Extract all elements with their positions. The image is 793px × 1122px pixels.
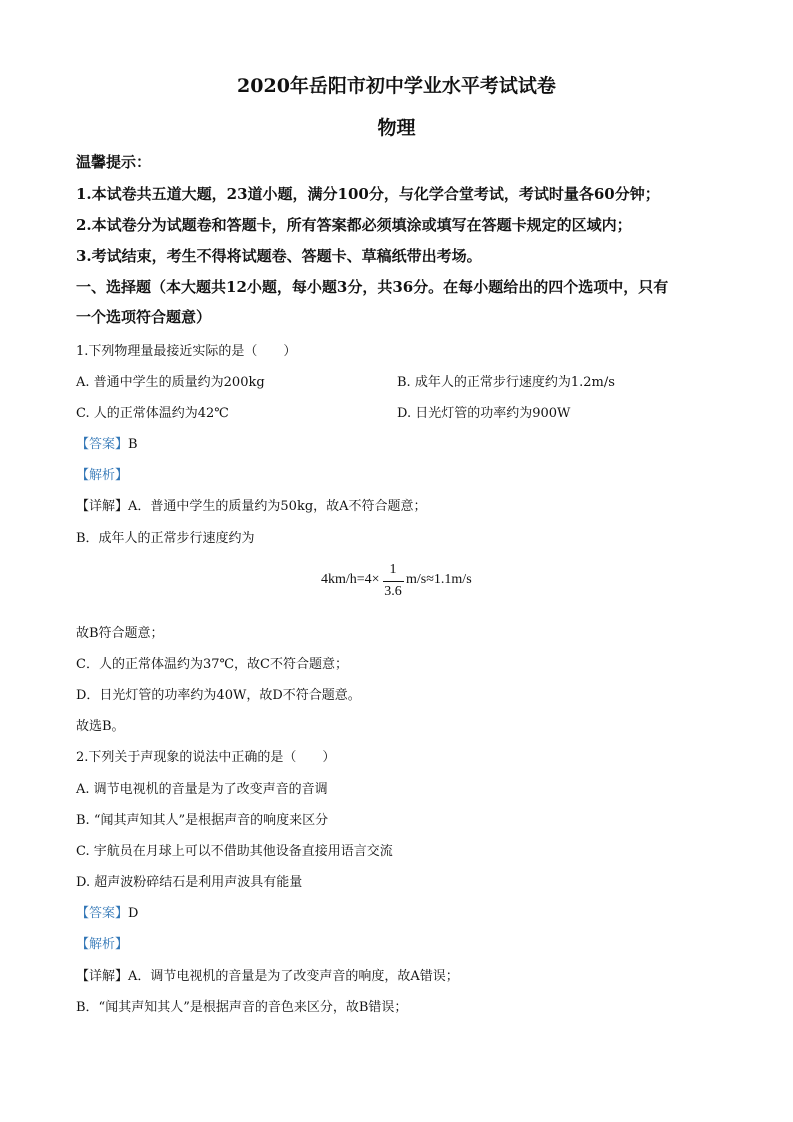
tip-item-1: 1.本试卷共五道大题，23道小题，满分100分，与化学合堂考试，考试时量各60分钟； (76, 185, 660, 203)
section-heading-line2: 一个选项符合题意） (76, 308, 212, 326)
formula-right: m/s≈1.1m/s (406, 572, 472, 587)
q1-detail-a-line (76, 495, 427, 514)
q1-answer-value: B (128, 437, 138, 452)
q2-analysis-tag: 【解析】 (76, 937, 129, 952)
q1-detail-tag: 【详解】 (76, 499, 129, 514)
q2-option-c: C. 宇航员在月球上可以不借助其他设备直接用语言交流 (76, 844, 393, 859)
q1-stem: 1.下列物理量最接近实际的是（ ） (76, 344, 297, 359)
formula-numerator: 1 (389, 562, 397, 577)
q1-detail-a: A．普通中学生的质量约为50kg，故A不符合题意； (128, 499, 427, 514)
tips-heading: 温馨提示： (76, 153, 152, 171)
q1-detail-d: D．日光灯管的功率约为40W，故D不符合题意。 (76, 688, 361, 703)
q2-answer-value: D (128, 906, 139, 921)
q1-detail-b: B．成年人的正常步行速度约为 (76, 531, 255, 546)
section-heading-line1: 一、选择题（本大题共12小题，每小题3分，共36分。在每小题给出的四个选项中，只有 (76, 278, 669, 296)
q1-analysis-tag: 【解析】 (76, 468, 129, 483)
formula-left: 4km/h=4× (321, 572, 380, 587)
q2-option-b: B. “闻其声知其人”是根据声音的响度来区分 (76, 813, 329, 828)
q2-option-d: D. 超声波粉碎结石是利用声波具有能量 (76, 875, 303, 890)
q1-answer-line (76, 433, 138, 452)
formula-denominator: 3.6 (384, 584, 402, 599)
tip-item-2: 2.本试卷分为试题卷和答题卡，所有答案都必须填涂或填写在答题卡规定的区域内； (76, 216, 632, 234)
q1-detail-c: C．人的正常体温约为37℃，故C不符合题意； (76, 657, 348, 672)
exam-title: 2020年岳阳市初中学业水平考试试卷 (237, 75, 556, 97)
q2-detail-a-line (76, 965, 459, 984)
q1-answer-tag: 【答案】 (76, 437, 129, 452)
q1-option-d: D. 日光灯管的功率约为900W (397, 406, 571, 421)
q2-detail-b: B．“闻其声知其人”是根据声音的音色来区分，故B错误； (76, 1000, 408, 1015)
q1-option-b: B. 成年人的正常步行速度约为1.2m/s (397, 375, 615, 390)
q2-detail-tag: 【详解】 (76, 969, 129, 984)
fraction-bar (383, 581, 404, 582)
q2-answer-tag: 【答案】 (76, 906, 129, 921)
subject-title: 物理 (377, 117, 416, 139)
q2-option-a: A. 调节电视机的音量是为了改变声音的音调 (76, 782, 328, 797)
q1-detail-b2: 故B符合题意； (76, 626, 164, 641)
q2-detail-a: A．调节电视机的音量是为了改变声音的响度，故A错误； (128, 969, 459, 984)
tip-item-3: 3.考试结束，考生不得将试题卷、答题卡、草稿纸带出考场。 (76, 247, 482, 265)
q2-stem: 2.下列关于声现象的说法中正确的是（ ） (76, 750, 336, 765)
q1-conclusion: 故选B。 (76, 719, 125, 734)
q1-option-c: C. 人的正常体温约为42℃ (76, 406, 229, 421)
q1-option-a: A. 普通中学生的质量约为200kg (76, 375, 265, 390)
q2-answer-line (76, 902, 138, 921)
